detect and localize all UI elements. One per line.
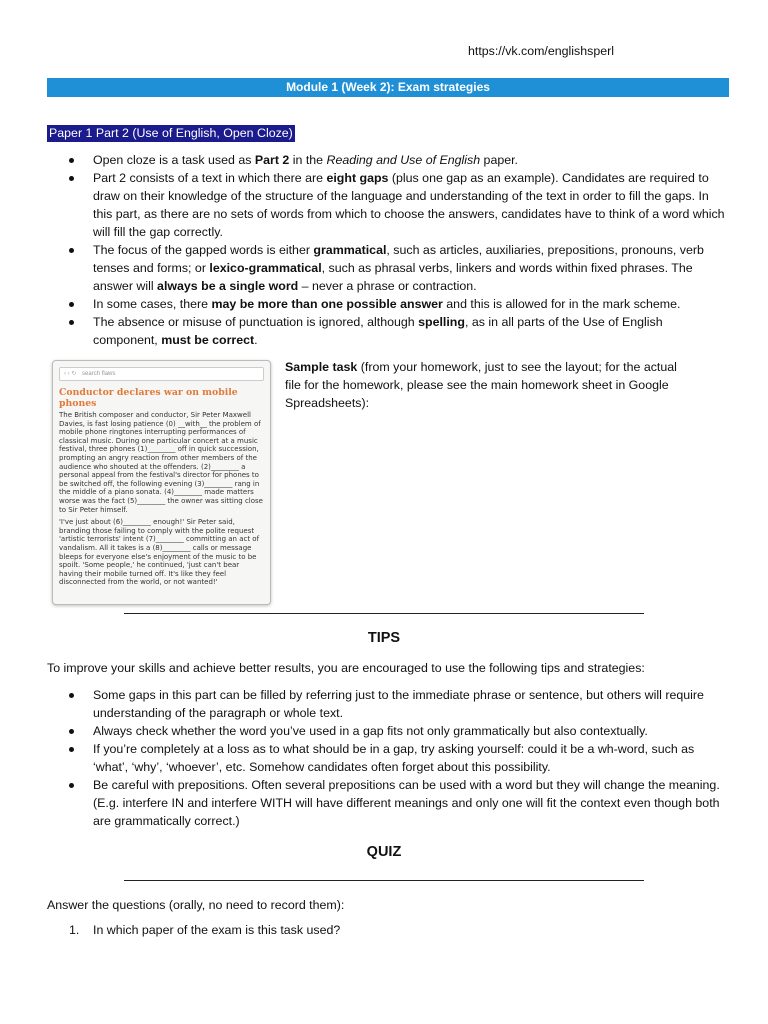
bold-text: grammatical [313,243,387,257]
text-run: paper. [480,153,519,167]
bullet-icon [69,747,74,752]
bullet-icon [69,693,74,698]
text-run: (from your homework, just to see the layout; for the actual file for the homework, please see the main homework sheet in Google Spreadsheets): [285,360,677,410]
tip-item [47,740,727,776]
article-paragraph: 'I've just about (6)________ enough!' Sir Peter said, branding those failing to comply with the polite request 'artistic terrorists' intent (7)________ committing an act of vandalism. All it takes is a (8)________ calls or message bleeps for everyone else's enjoyment of the music to be spoilt. 'Some people,' he continued, 'just can't bear having their mobile turned off. It's like they feel disconnected from the world, or not wanted!' [59,518,260,587]
bullet-icon [69,320,74,325]
question-number: 1. [69,923,80,937]
tip-text: Some gaps in this part can be filled by referring just to the immediate phrase or sentence, but others will require understanding of the paragraph or whole text. [93,688,704,720]
question-text: In which paper of the exam is this task used? [93,923,341,937]
bold-text: eight gaps [326,171,389,185]
tip-text: Be careful with prepositions. Often several prepositions can be used with a word but they will change the meaning. (E.g. interfere IN and interfere WITH will have different meanings and only one will fit the context even though both are grammatically correct.) [93,778,720,828]
text-run: The absence or misuse of punctuation is ignored, although [93,315,419,329]
module-title-bar: Module 1 (Week 2): Exam strategies [47,78,729,97]
text-run: The focus of the gapped words is either [93,243,314,257]
text-run: In some cases, there [93,297,212,311]
browser-search-bar [59,367,264,381]
article-paragraph: The British composer and conductor, Sir Peter Maxwell Davies, is fast losing patience (0) __with__ the problem of mobile phone ringtones interrupting performances of classical music. During one particular concert at a music festival, three phones (1)________ off in quick succession, prompting an angry reaction from other members of the audience who shouted at the offenders. (2)________ a personal appeal from the festival's director for phones to be switched off, the following evening (3)________ rang in the middle of a piano sonata. (4)________ made matters worse was the fact (5)________ the owner was sitting close to Sir Peter himself. [59,411,263,514]
text-run: (plus one gap as an example). Candidates are required to draw on their knowledge of the structure of the language and understanding of the text in order to fill the gaps. In this part, as there are no sets of words from which to choose the answers, candidates have to think of a word which will fill the gap correctly. [93,171,725,239]
bullet-icon [69,729,74,734]
bullet-item [47,241,727,295]
tip-text: Always check whether the word you’ve used in a gap fits not only grammatically but also contextually. [93,724,648,738]
bold-text: lexico-grammatical [209,261,322,275]
tips-intro: To improve your skills and achieve better results, you are encouraged to use the following tips and strategies: [47,661,645,675]
tip-text: If you’re completely at a loss as to what should be in a gap, try asking yourself: could it be a wh-word, such as ‘what’, ‘why’, ‘whoever’, etc. Somehow candidates often forget about this possibility. [93,742,695,774]
bold-text: must be correct [161,333,255,347]
quiz-heading: QUIZ [366,844,402,860]
text-run: and this is allowed for in the mark scheme. [442,297,681,311]
bullet-item [47,169,727,241]
italic-text: Reading and Use of English [326,153,481,167]
tip-item [47,776,727,830]
tips-list [47,686,727,830]
separator-rule [124,880,644,881]
bullet-icon [69,783,74,788]
intro-bullet-list [47,151,727,349]
article-text [59,411,264,587]
bullet-icon [69,248,74,253]
bold-text: Sample task [285,360,358,374]
text-run: – never a phrase or contraction. [298,279,477,293]
browser-nav-icon: ‹ › ↻ [64,371,77,377]
text-run: , such as articles, auxiliaries, prepositions, pronouns, verb tenses and forms; or [93,243,704,275]
bold-text: spelling [418,315,465,329]
quiz-question [47,921,340,939]
text-run: Part 2 consists of a text in which there are [93,171,327,185]
homework-sample-image [52,360,271,605]
tip-item [47,686,727,722]
bullet-icon [69,158,74,163]
text-run: . [254,333,258,347]
quiz-intro: Answer the questions (orally, no need to record them): [47,898,345,912]
section-title: Paper 1 Part 2 (Use of English, Open Cloze) [49,126,293,140]
text-run: , as in all parts of the Use of English component, [93,315,663,347]
quiz-question-list [47,921,340,939]
source-url[interactable]: https://vk.com/englishsperl [468,44,614,58]
sample-task-text [285,358,685,412]
bullet-item [47,313,727,349]
search-placeholder: search flaws [82,371,116,377]
separator-rule [124,613,644,614]
bold-text: Part 2 [254,153,290,167]
text-run: Open cloze is a task used as [93,153,255,167]
text-run: , such as phrasal verbs, linkers and words within fixed phrases. The answer will [93,261,693,293]
bullet-icon [69,176,74,181]
tip-item [47,722,727,740]
text-run: in the [289,153,327,167]
article-title: Conductor declares war on mobile phones [59,387,238,409]
bullet-item [47,295,727,313]
tips-heading: TIPS [367,630,401,646]
bold-text: may be more than one possible answer [211,297,443,311]
bold-text: always be a single word [157,279,299,293]
bullet-item [47,151,727,169]
bullet-icon [69,302,74,307]
